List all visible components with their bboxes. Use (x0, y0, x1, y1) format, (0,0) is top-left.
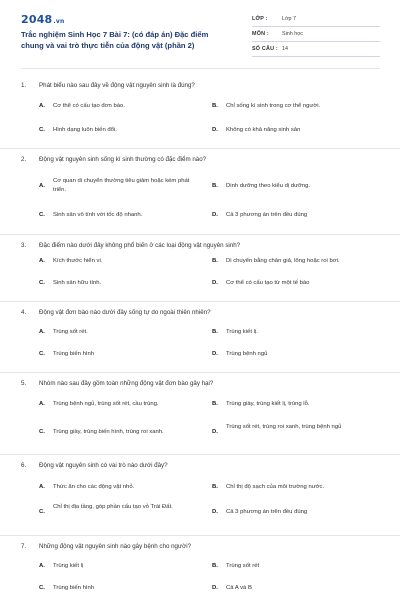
option-text: Cả A và B (226, 585, 252, 591)
option-letter: D. (212, 429, 218, 435)
question-stem (21, 462, 168, 469)
option-letter: D. (212, 509, 218, 515)
option-letter: A. (39, 103, 45, 109)
option-letter: B. (212, 258, 218, 264)
option-letter: C. (39, 585, 45, 591)
question-text: Nhóm nào sau đây gồm toàn những động vật đơn bào gây hại? (39, 380, 214, 387)
option-text: Trùng giày, trùng kiết lị, trùng lỗ. (226, 401, 310, 407)
question-stem (21, 543, 191, 550)
option-letter: C. (39, 351, 45, 357)
meta-value: Sinh học (282, 31, 303, 37)
question-number: 7. (21, 543, 27, 550)
question-6 (0, 454, 400, 535)
question-3 (0, 234, 400, 301)
option-letter: D. (212, 585, 218, 591)
option-letter: B. (212, 183, 218, 189)
option-letter: B. (212, 103, 218, 109)
option-text: Sinh sản hữu tính. (53, 280, 102, 286)
quiz-meta-panel (252, 12, 380, 57)
question-list (0, 74, 400, 600)
option-letter: B. (212, 484, 218, 490)
option-letter: D. (212, 351, 218, 357)
option-letter: B. (212, 563, 218, 569)
question-text: Động vật nguyên sinh sống kí sinh thường có đặc điểm nào? (39, 156, 207, 163)
page-header (0, 0, 400, 68)
option-text: Trùng sốt rét (226, 563, 260, 569)
option-text: Trùng sốt rét. (53, 329, 88, 335)
question-text: Động vật đơn bào nào dưới đây sống tự do ngoài thiên nhiên? (39, 309, 211, 316)
meta-value: Lớp 7 (282, 16, 297, 22)
option-text: Kích thước hiển vi. (53, 258, 103, 264)
option-letter: D. (212, 280, 218, 286)
question-stem (21, 82, 195, 89)
meta-key: MÔN : (252, 31, 269, 37)
option-text: Trùng biến hình (53, 351, 95, 357)
meta-value: 14 (282, 46, 288, 52)
question-stem (21, 156, 206, 163)
option-text: Thức ăn cho các động vật nhỏ. (53, 484, 135, 490)
site-logo[interactable] (21, 13, 64, 26)
option-text: Cơ thể có cấu tạo từ một tế bào (226, 280, 310, 286)
option-letter: C. (39, 280, 45, 286)
meta-row-question-count (252, 42, 380, 57)
option-letter: C. (39, 127, 45, 133)
question-stem (21, 242, 240, 249)
meta-key: LỚP : (252, 16, 268, 22)
option-text: Không có khả năng sinh sản (226, 127, 301, 133)
option-letter: D. (212, 127, 218, 133)
option-text: Trùng sốt rét, trùng roi xanh, trùng bệnh ngủ (226, 424, 342, 430)
question-1 (0, 74, 400, 148)
option-letter: C. (39, 509, 45, 515)
question-stem (21, 380, 213, 387)
option-letter: C. (39, 429, 45, 435)
question-text: Động vật nguyên sinh có vai trò nào dưới đây? (39, 462, 168, 469)
option-text: Cả 3 phương án trên đều đúng (226, 212, 308, 218)
option-text: Trùng kiết lị (53, 563, 84, 569)
option-text: Hình dạng luôn biến đổi. (53, 127, 117, 133)
question-text: Đặc điểm nào dưới đây không phổ biến ở các loại động vật nguyên sinh? (39, 242, 241, 249)
option-letter: C. (39, 212, 45, 218)
option-text: Cả 3 phương án trên đều đúng (226, 509, 308, 515)
option-letter: A. (39, 401, 45, 407)
option-text: Trùng biến hình (53, 585, 95, 591)
question-number: 5. (21, 380, 27, 387)
option-text: Chỉ sống kí sinh trong cơ thể người. (226, 103, 321, 109)
option-letter: B. (212, 329, 218, 335)
header-divider (21, 68, 380, 69)
option-text: Trùng giày, trùng biến hình, trùng roi xanh. (53, 429, 164, 435)
meta-row-subject (252, 27, 380, 42)
option-letter: A. (39, 183, 45, 189)
option-c[interactable] (39, 503, 205, 523)
question-stem (21, 309, 211, 316)
option-letter: A. (39, 484, 45, 490)
meta-key: SỐ CÂU : (252, 46, 278, 52)
option-letter: D. (212, 212, 218, 218)
question-number: 4. (21, 309, 27, 316)
question-number: 1. (21, 82, 27, 89)
question-number: 6. (21, 462, 27, 469)
option-text: Trùng kiết lị. (226, 329, 258, 335)
option-text: Di chuyển bằng chân giả, lông hoặc roi bơi. (226, 258, 340, 264)
question-number: 3. (21, 242, 27, 249)
option-letter: A. (39, 563, 45, 569)
option-letter: A. (39, 329, 45, 335)
question-number: 2. (21, 156, 27, 163)
option-text: Chỉ thị địa tầng, góp phần cấu tạo vỏ Trái Đất. (53, 504, 173, 510)
option-text: Chỉ thị độ sạch của môi trường nước. (226, 484, 325, 490)
question-4 (0, 301, 400, 372)
logo-suffix: .vn (53, 18, 65, 25)
question-2 (0, 148, 400, 234)
option-letter: B. (212, 401, 218, 407)
option-text: Cơ thể có cấu tạo đơn bào. (53, 103, 125, 109)
question-5 (0, 372, 400, 454)
question-7 (0, 535, 400, 600)
question-text: Những động vật nguyên sinh nào gây bệnh cho người? (39, 543, 192, 550)
option-a[interactable] (39, 177, 205, 197)
option-d[interactable] (212, 423, 382, 443)
question-text: Phát biểu nào sau đây về động vật nguyên sinh là đúng? (39, 82, 195, 89)
option-text: Dinh dưỡng theo kiểu dị dưỡng. (226, 183, 311, 189)
option-text: Cơ quan di chuyển thường tiêu giảm hoặc kém phát triển. (53, 178, 190, 193)
page-title: Trắc nghiệm Sinh Học 7 Bài 7: (có đáp án) Đặc điểm chung và vai trò thực tiễn của động vật (phần 2) (21, 30, 209, 50)
option-text: Sinh sản vô tính với tốc độ nhanh. (53, 212, 143, 218)
logo-text: 2048 (21, 13, 53, 26)
meta-row-grade (252, 12, 380, 27)
option-letter: A. (39, 258, 45, 264)
option-text: Trùng bệnh ngủ (226, 351, 268, 357)
option-text: Trùng bệnh ngủ, trùng sốt rét, cầu trùng. (53, 401, 159, 407)
